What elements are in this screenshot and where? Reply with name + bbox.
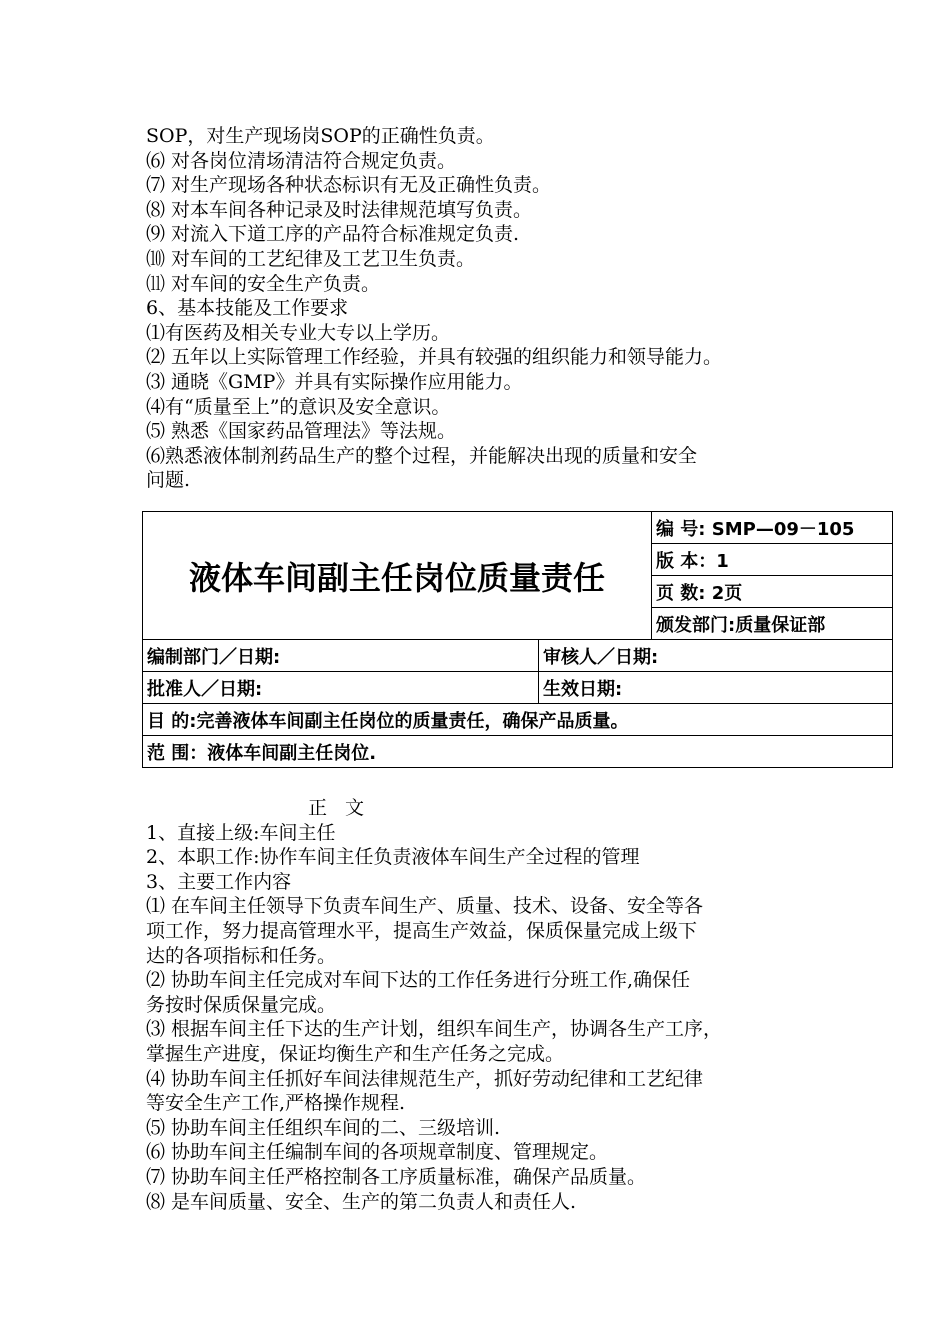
text-line: 项工作，努力提高管理水平，提高生产效益，保质保量完成上级下 — [146, 919, 698, 942]
document-pages: 页 数: 2页 — [652, 576, 893, 608]
text-line: ⑶ 通晓《GMP》并具有实际操作应用能力。 — [146, 370, 523, 393]
section-heading: 6、基本技能及工作要求 — [146, 297, 349, 320]
body-heading: 正 文 — [308, 797, 371, 819]
text-line: ⑷有“质量至上”的意识及安全意识。 — [146, 395, 451, 418]
text-line: 掌握生产进度，保证均衡生产和生产任务之完成。 — [146, 1042, 565, 1065]
text-line: ⑸ 协助车间主任组织车间的二、三级培训. — [146, 1116, 501, 1139]
text-line: ⑵ 五年以上实际管理工作经验，并具有较强的组织能力和领导能力。 — [146, 346, 723, 369]
text-line: SOP，对生产现场岗SOP的正确性负责。 — [146, 125, 495, 147]
text-line: ⑹ 对各岗位清场清洁符合规定负责。 — [146, 149, 457, 172]
text-line: ⑺ 对生产现场各种状态标识有无及正确性负责。 — [146, 174, 552, 197]
section-heading: 3、主要工作内容 — [146, 870, 292, 893]
text-line: ⑾ 对车间的安全生产负责。 — [146, 272, 381, 295]
document-version: 版 本：1 — [652, 544, 893, 576]
text-line: ⑹熟悉液体制剂药品生产的整个过程，并能解决出现的质量和安全 — [146, 444, 698, 467]
text-line: ⑹ 协助车间主任编制车间的各项规章制度、管理规定。 — [146, 1141, 609, 1164]
body-text-block — [146, 796, 826, 1214]
effective-date-cell: 生效日期: — [539, 672, 893, 704]
text-line: ⑷ 协助车间主任抓好车间法律规范生产，抓好劳动纪律和工艺纪律 — [146, 1067, 704, 1090]
text-line: ⑼ 对流入下道工序的产品符合标准规定负责. — [146, 223, 520, 246]
text-line: 问题. — [146, 469, 191, 492]
text-line: ⑶ 根据车间主任下达的生产计划，组织车间生产，协调各生产工序， — [146, 1018, 723, 1041]
text-line: ⑸ 熟悉《国家药品管理法》等法规。 — [146, 420, 457, 443]
text-line: ⑴有医药及相关专业大专以上学历。 — [146, 321, 451, 344]
text-line: 达的各项指标和任务。 — [146, 944, 337, 967]
text-line: ⑴ 在车间主任领导下负责车间生产、质量、技术、设备、安全等各 — [146, 895, 704, 918]
text-line: 1、直接上级:车间主任 — [146, 821, 336, 844]
prepared-by-cell: 编制部门／日期: — [143, 640, 539, 672]
reviewed-by-cell: 审核人／日期: — [539, 640, 893, 672]
text-line: ⑵ 协助车间主任完成对车间下达的工作任务进行分班工作,确保任 — [146, 969, 691, 992]
approved-by-cell: 批准人／日期: — [143, 672, 539, 704]
document-header-table — [142, 511, 893, 768]
text-line: ⑽ 对车间的工艺纪律及工艺卫生负责。 — [146, 247, 476, 270]
text-line: 2、本职工作:协作车间主任负责液体车间生产全过程的管理 — [146, 846, 640, 869]
text-line: ⑻ 对本车间各种记录及时法律规范填写负责。 — [146, 198, 533, 221]
top-text-block — [146, 124, 826, 493]
text-line: ⑻ 是车间质量、安全、生产的第二负责人和责任人. — [146, 1190, 577, 1213]
purpose-cell: 目 的:完善液体车间副主任岗位的质量责任，确保产品质量。 — [143, 704, 893, 736]
text-line: 务按时保质保量完成。 — [146, 993, 337, 1016]
document-title: 液体车间副主任岗位质量责任 — [143, 512, 652, 640]
text-line: ⑺ 协助车间主任严格控制各工序质量标准，确保产品质量。 — [146, 1165, 647, 1188]
scope-cell: 范 围：液体车间副主任岗位. — [143, 736, 893, 768]
text-line: 等安全生产工作,严格操作规程. — [146, 1092, 406, 1115]
document-issuer: 颁发部门:质量保证部 — [652, 608, 893, 640]
document-code: 编 号: SMP—09－105 — [652, 512, 893, 544]
